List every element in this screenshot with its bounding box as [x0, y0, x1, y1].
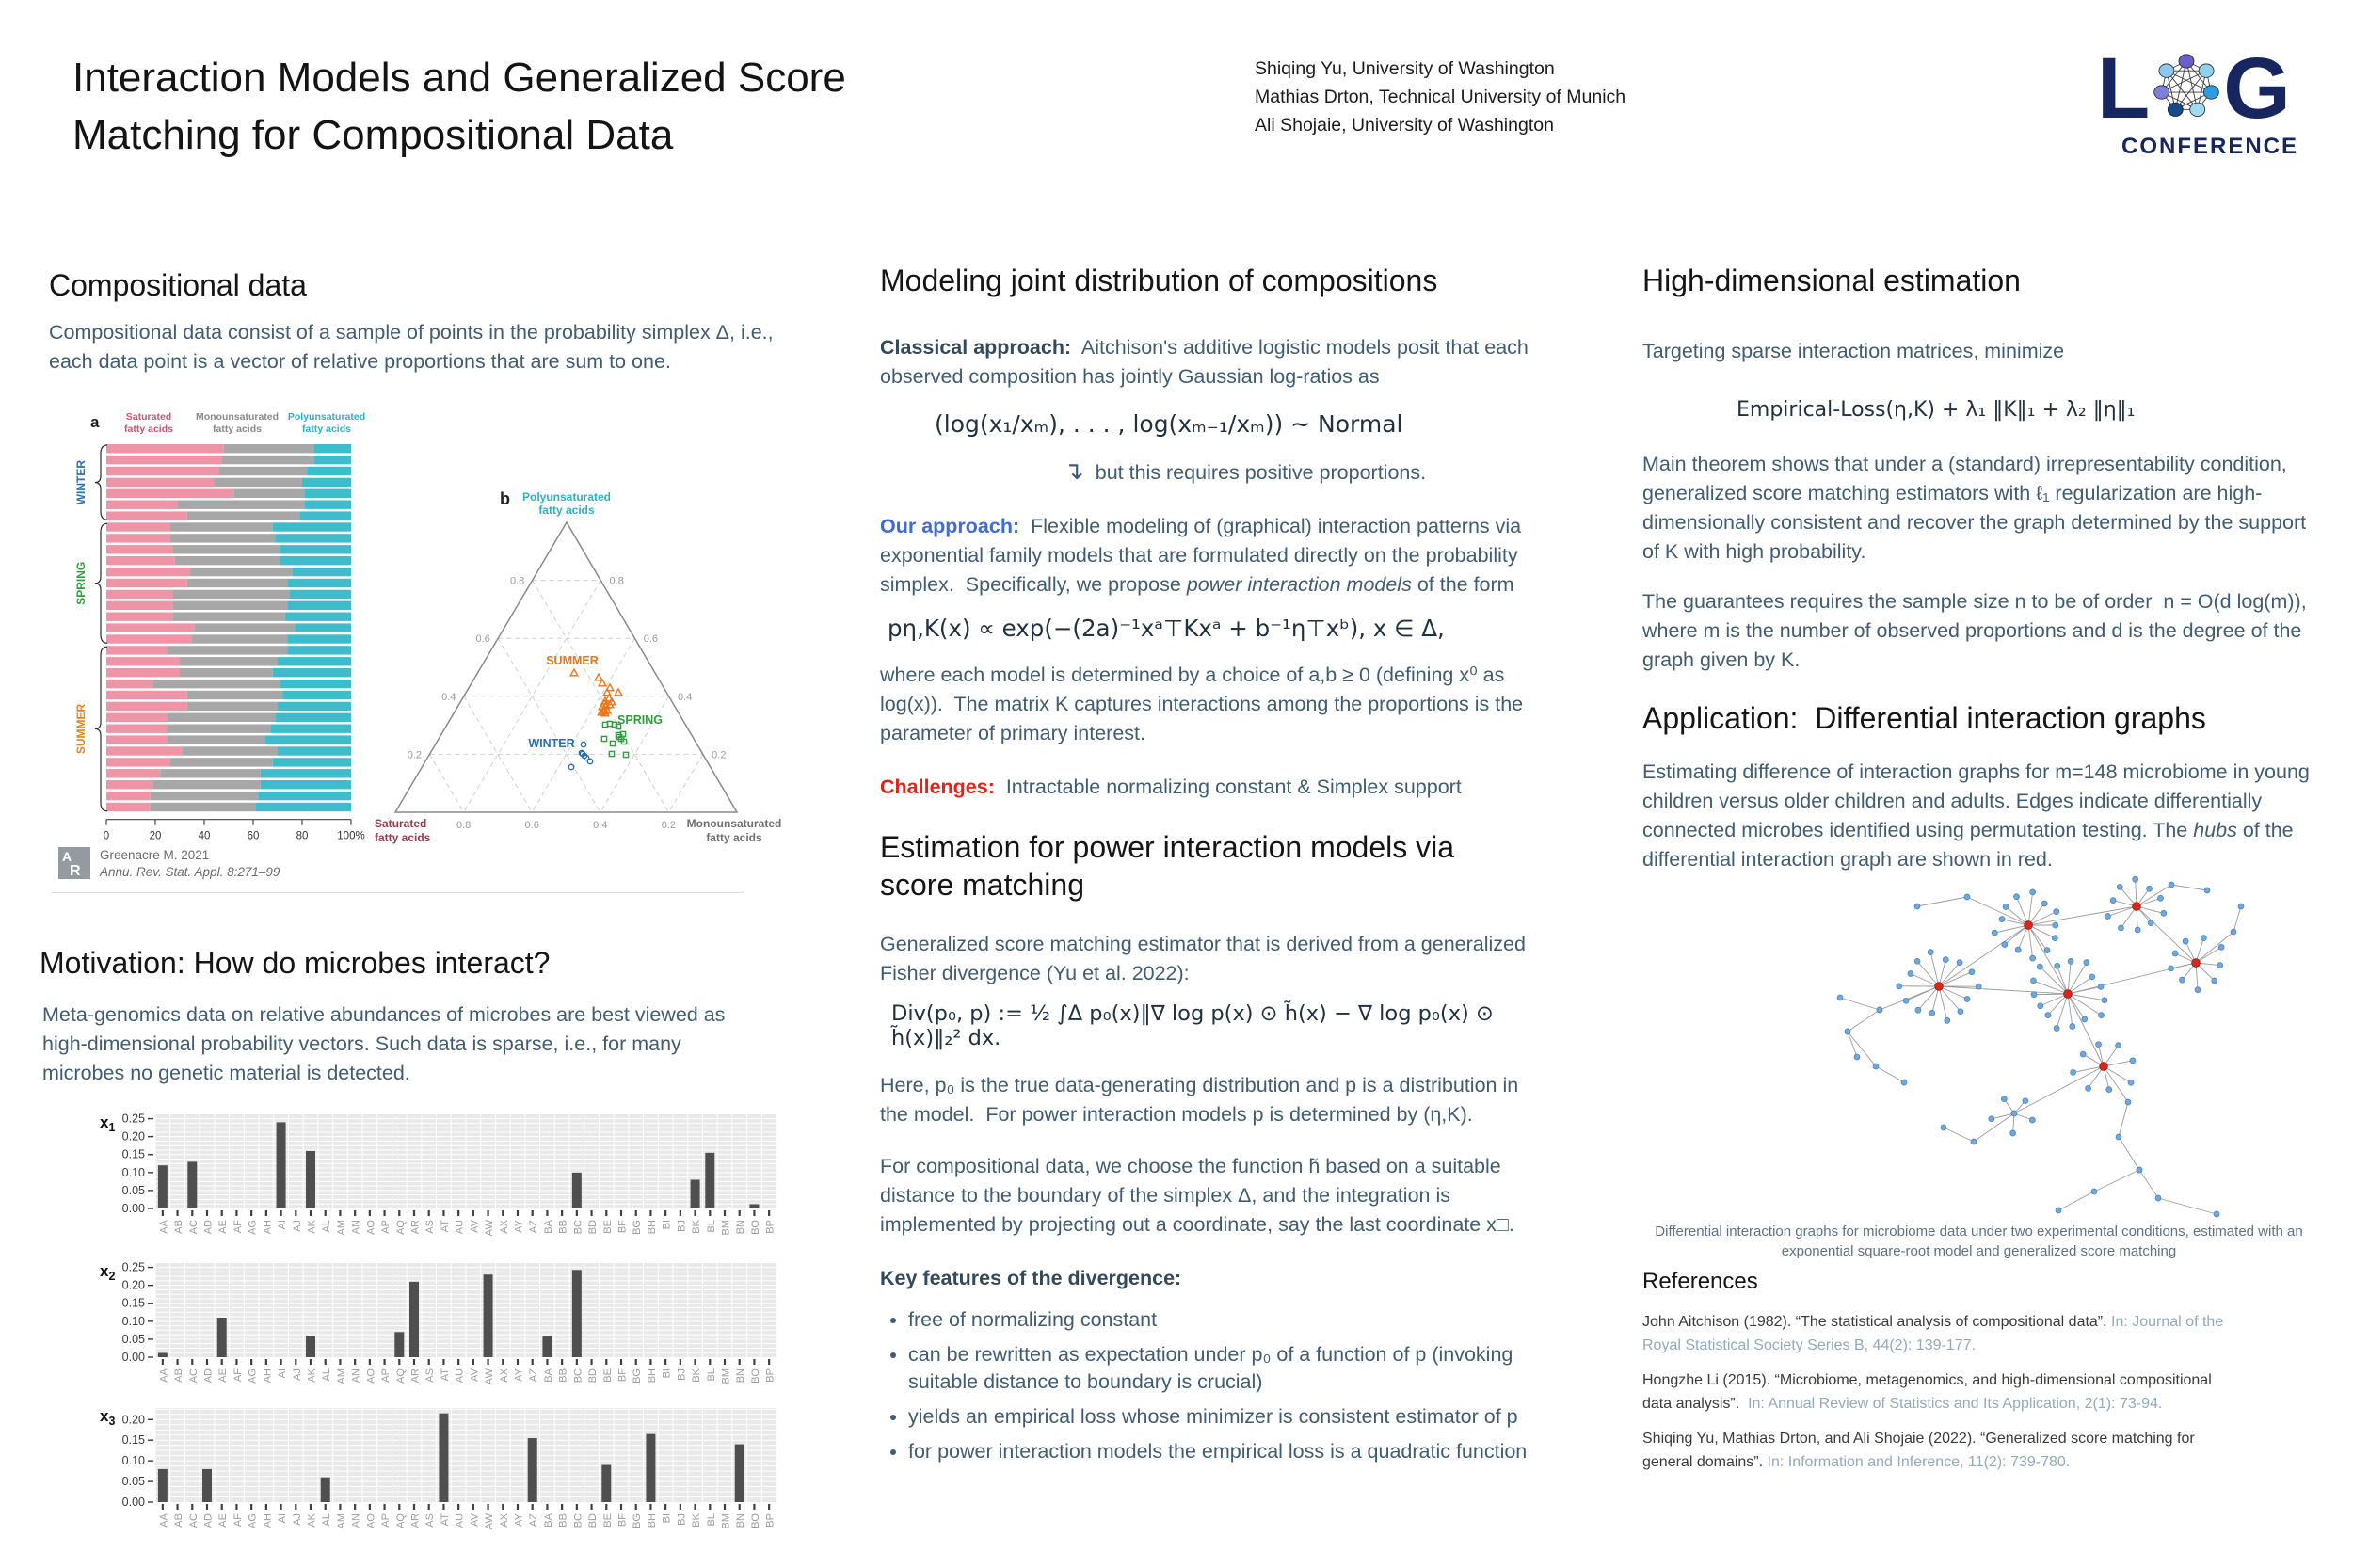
svg-text:AS: AS [424, 1220, 437, 1234]
reference-venue: In: Journal of the Royal Statistical Society Series B, 44(2): 139-177. [1642, 1314, 2228, 1353]
svg-text:0.2: 0.2 [661, 820, 677, 831]
svg-text:AI: AI [277, 1513, 289, 1524]
svg-text:BN: BN [735, 1220, 747, 1235]
svg-text:AG: AG [247, 1220, 259, 1235]
svg-text:fatty acids: fatty acids [706, 831, 762, 844]
svg-text:0.8: 0.8 [609, 575, 624, 587]
svg-text:100%: 100% [337, 830, 365, 842]
svg-text:BN: BN [735, 1513, 747, 1528]
corner-arrow-icon: ↴ [1064, 456, 1084, 485]
author-line: Shiqing Yu, University of Washington [1255, 58, 1555, 79]
svg-text:AR: AR [409, 1220, 422, 1235]
svg-text:AY: AY [513, 1368, 525, 1382]
svg-text:0.20: 0.20 [121, 1129, 145, 1144]
svg-text:BN: BN [735, 1368, 747, 1384]
citation-line1: Greenacre M. 2021 [100, 848, 210, 862]
citation-text [100, 847, 280, 881]
svg-text:BJ: BJ [676, 1368, 688, 1381]
key-feature-item: • free of normalizing constant [908, 1306, 1544, 1334]
svg-text:0.00: 0.00 [121, 1351, 145, 1364]
arrow-note-text [1084, 461, 1096, 484]
svg-text:0.05: 0.05 [121, 1183, 145, 1197]
svg-text:AZ: AZ [528, 1220, 540, 1234]
svg-text:AB: AB [173, 1513, 185, 1528]
classical-approach-label: Classical approach: [880, 336, 1072, 359]
svg-text:AB: AB [173, 1220, 185, 1234]
svg-text:b: b [500, 489, 510, 508]
svg-text:AC: AC [187, 1220, 200, 1235]
svg-text:BD: BD [587, 1368, 600, 1384]
svg-text:BC: BC [572, 1220, 584, 1235]
reference-main: John Aitchison (1982). “The statistical analysis of compositional data”. [1642, 1314, 2107, 1330]
reference-item [1642, 1427, 2226, 1474]
figure-citation [58, 847, 280, 881]
svg-text:BG: BG [632, 1220, 644, 1235]
svg-text:BK: BK [691, 1513, 703, 1528]
section-title-motivation: Motivation: How do microbes interact? [40, 946, 551, 980]
svg-text:a: a [90, 413, 100, 431]
svg-text:BE: BE [601, 1513, 614, 1528]
svg-text:BO: BO [749, 1220, 761, 1235]
svg-text:AW: AW [484, 1368, 496, 1385]
svg-text:BF: BF [616, 1513, 629, 1528]
svg-text:AN: AN [350, 1368, 362, 1384]
svg-text:0.15: 0.15 [121, 1433, 145, 1448]
svg-text:AQ: AQ [394, 1220, 407, 1235]
svg-text:SPRING: SPRING [74, 561, 88, 605]
estimator-body2: For compositional data, we choose the function h̃ based on a suitable distance to the boundary of the simplex Δ, and the integration is implemented by projecting out a coordinate, say the last coordinate x□. [880, 1155, 1514, 1236]
svg-text:AU: AU [454, 1220, 466, 1235]
svg-text:BI: BI [661, 1513, 673, 1524]
svg-text:BO: BO [749, 1368, 761, 1384]
svg-text:fatty acids: fatty acids [213, 424, 262, 435]
svg-text:BP: BP [764, 1220, 776, 1234]
svg-text:AR: AR [409, 1368, 422, 1384]
our-approach-text1: Flexible modeling of (graphical) interaction patterns via exponential family models that are formulated directly on the probability simplex. Specifically, we propose [880, 515, 1528, 596]
svg-text:0.2: 0.2 [407, 749, 423, 761]
svg-text:BL: BL [705, 1513, 717, 1527]
svg-text:Polyunsaturated: Polyunsaturated [287, 411, 366, 423]
section-title-modeling: Modeling joint distribution of compositions [880, 264, 1438, 297]
svg-text:fatty acids: fatty acids [124, 424, 173, 435]
poster-title [72, 49, 846, 164]
logo-row [2097, 40, 2323, 136]
svg-text:AK: AK [306, 1513, 318, 1528]
svg-text:AA: AA [158, 1368, 170, 1383]
svg-text:AB: AB [173, 1368, 185, 1383]
svg-text:AI: AI [277, 1220, 289, 1230]
svg-text:AA: AA [158, 1220, 170, 1234]
svg-text:AQ: AQ [394, 1368, 407, 1384]
svg-text:AL: AL [321, 1220, 333, 1233]
author-list [1255, 55, 1625, 139]
svg-text:0.4: 0.4 [593, 820, 608, 831]
abundance-chart-x1 [66, 1109, 781, 1256]
microbe-x2-svg [66, 1257, 781, 1400]
highdim-body2: Main theorem shows that under a (standard) irrepresentability condition, generalized score matching estimators with ℓ₁ regularization are high-dimensionally consistent and recover the graph determined by the support of K with high probability. [1642, 453, 2313, 563]
ternary-svg [367, 488, 847, 864]
svg-text:AT: AT [439, 1220, 451, 1233]
key-features-label: Key features of the divergence: [880, 1267, 1182, 1289]
svg-text:AN: AN [350, 1513, 362, 1528]
svg-text:0.8: 0.8 [509, 575, 525, 587]
svg-text:BL: BL [705, 1368, 717, 1382]
svg-text:AJ: AJ [291, 1368, 303, 1381]
challenges-label: Challenges: [880, 776, 995, 798]
svg-text:WINTER: WINTER [74, 459, 88, 505]
svg-text:AS: AS [424, 1513, 437, 1528]
svg-text:AP: AP [380, 1220, 392, 1234]
ternary-plot-figure [367, 488, 847, 869]
svg-text:BE: BE [601, 1368, 614, 1383]
divergence-formula: Div(p₀, p) := ½ ∫Δ p₀(x)‖∇ log p(x) ⊙ h̃(x) − ∇ log p₀(x) ⊙ h̃(x)‖₂² dx. [891, 1001, 1494, 1050]
svg-text:AV: AV [469, 1368, 481, 1382]
svg-text:AN: AN [350, 1220, 362, 1235]
svg-text:AY: AY [513, 1513, 525, 1527]
svg-text:AO: AO [365, 1513, 377, 1528]
svg-text:20: 20 [149, 830, 162, 842]
highdim-body1: Targeting sparse interaction matrices, minimize [1642, 340, 2065, 362]
svg-text:BA: BA [542, 1368, 554, 1383]
svg-text:AP: AP [380, 1513, 392, 1528]
svg-text:AT: AT [439, 1513, 451, 1527]
svg-text:BK: BK [691, 1220, 703, 1234]
right-column [1642, 262, 2315, 874]
svg-text:AD: AD [202, 1513, 215, 1528]
svg-text:BM: BM [720, 1368, 732, 1384]
abundance-chart-x3 [66, 1402, 781, 1550]
log-graph-icon [2150, 49, 2223, 128]
key-feature-item: • can be rewritten as expectation under p₀ of a function of p (invoking suitable distance to boundary is crucial) [908, 1341, 1544, 1396]
author-line: Mathias Drton, Technical University of Munich [1255, 87, 1626, 107]
abundance-chart-x2 [66, 1257, 781, 1405]
svg-text:0.10: 0.10 [121, 1314, 145, 1328]
svg-text:BK: BK [691, 1368, 703, 1383]
citation-line2: Annu. Rev. Stat. Appl. 8:271–99 [100, 865, 280, 879]
svg-text:BC: BC [572, 1368, 584, 1384]
author-line: Ali Shojaie, University of Washington [1255, 115, 1554, 136]
svg-text:60: 60 [247, 830, 260, 842]
svg-text:BP: BP [764, 1513, 776, 1528]
svg-text:BH: BH [646, 1513, 658, 1528]
svg-text:AF: AF [232, 1220, 244, 1234]
section-title-estimation: Estimation for power interaction models via score matching [880, 830, 1463, 902]
svg-text:AK: AK [306, 1220, 318, 1234]
our-approach-italic: power interaction models [1186, 573, 1412, 596]
svg-text:BJ: BJ [676, 1220, 688, 1232]
svg-text:x2: $x_2$ [100, 1262, 116, 1283]
svg-text:SUMMER: SUMMER [74, 703, 88, 755]
svg-text:fatty acids: fatty acids [302, 424, 351, 435]
svg-text:0.15: 0.15 [121, 1296, 145, 1310]
svg-text:AH: AH [262, 1220, 274, 1235]
estimator-body1: Here, p₀ is the true data-generating distribution and p is a distribution in the model. For power interaction models p is determined by (η,K). [880, 1074, 1525, 1126]
svg-text:BB: BB [557, 1513, 569, 1528]
section-title-application: Application: Differential interaction graphs [1642, 701, 2206, 735]
svg-text:AU: AU [454, 1368, 466, 1384]
challenges-text: Intractable normalizing constant & Simplex support [994, 776, 1462, 798]
svg-text:AX: AX [498, 1368, 510, 1383]
svg-text:0.20: 0.20 [121, 1278, 145, 1292]
svg-text:BP: BP [764, 1368, 776, 1383]
references-title: References [1642, 1269, 1758, 1294]
svg-text:0.00: 0.00 [121, 1202, 145, 1215]
application-text2: of the differential interaction graph are shown in red. [1642, 819, 2299, 871]
svg-text:AZ: AZ [528, 1513, 540, 1528]
power-interaction-formula: pη,K(x) ∝ exp(−(2a)⁻¹xᵃ⊤Kxᵃ + b⁻¹η⊤xᵇ), x ∈ Δ, [888, 615, 1445, 642]
fatty-chart-svg [56, 407, 376, 851]
svg-text:BC: BC [572, 1513, 584, 1528]
our-approach-label: Our approach: [880, 515, 1020, 537]
logratio-formula: (log(x₁/xₘ), . . . , log(xₘ₋₁/xₘ)) ∼ Normal [935, 410, 1403, 438]
application-text1: Estimating difference of interaction graphs for m=148 microbiome in young children versus older children and adults. Edges indicate differentially connected microbes identified using permutation testing. The [1642, 760, 2315, 841]
svg-text:AL: AL [321, 1368, 333, 1382]
poster-title-line1: Interaction Models and Generalized Score [72, 55, 846, 101]
svg-text:Saturated: Saturated [375, 817, 427, 830]
differential-interaction-graph-figure [1812, 873, 2282, 1224]
key-features-list [880, 1306, 1544, 1465]
svg-text:BF: BF [616, 1368, 629, 1383]
svg-text:BI: BI [661, 1220, 673, 1230]
svg-text:AQ: AQ [394, 1513, 407, 1528]
svg-text:AI: AI [277, 1368, 289, 1379]
svg-text:AC: AC [187, 1368, 200, 1384]
svg-text:0.6: 0.6 [524, 820, 539, 831]
svg-text:WINTER: WINTER [528, 737, 575, 750]
svg-text:AK: AK [306, 1368, 318, 1383]
svg-text:40: 40 [198, 830, 211, 842]
svg-text:R: R [70, 863, 81, 879]
reference-main: Shiqing Yu, Mathias Drton, and Ali Shojaie (2022). “Generalized score matching for general domains”. [1642, 1431, 2200, 1470]
application-italic: hubs [2193, 819, 2237, 841]
svg-text:AR: AR [409, 1513, 422, 1528]
poster-title-line2: Matching for Compositional Data [72, 112, 674, 158]
svg-text:AF: AF [232, 1513, 244, 1528]
svg-text:SPRING: SPRING [617, 713, 663, 727]
svg-text:AX: AX [498, 1513, 510, 1528]
microbe-x3-svg [66, 1402, 781, 1545]
logo-letter-l: L [2097, 40, 2151, 136]
svg-text:0.00: 0.00 [121, 1496, 145, 1509]
svg-text:AW: AW [484, 1513, 496, 1530]
svg-text:AD: AD [202, 1220, 215, 1235]
svg-text:BG: BG [632, 1513, 644, 1528]
svg-text:A: A [62, 849, 72, 864]
svg-text:fatty acids: fatty acids [375, 831, 431, 844]
svg-text:AD: AD [202, 1368, 215, 1384]
svg-text:AU: AU [454, 1513, 466, 1528]
svg-text:0.6: 0.6 [475, 633, 490, 646]
svg-text:0.25: 0.25 [121, 1112, 145, 1126]
estimator-intro: Generalized score matching estimator that is derived from a generalized Fisher divergence (Yu et al. 2022): [880, 933, 1531, 984]
svg-text:fatty acids: fatty acids [538, 504, 595, 517]
svg-text:BA: BA [542, 1220, 554, 1234]
svg-text:AE: AE [217, 1220, 230, 1234]
svg-text:AL: AL [321, 1513, 333, 1527]
svg-text:AA: AA [158, 1513, 170, 1528]
key-feature-item: • yields an empirical loss whose minimizer is consistent estimator of p [908, 1403, 1544, 1431]
svg-text:AS: AS [424, 1368, 437, 1383]
svg-text:0.10: 0.10 [121, 1165, 145, 1179]
svg-text:AO: AO [365, 1220, 377, 1235]
svg-text:BJ: BJ [676, 1513, 688, 1526]
svg-text:AM: AM [335, 1368, 347, 1384]
svg-text:80: 80 [296, 830, 309, 842]
svg-text:AM: AM [335, 1513, 347, 1529]
svg-text:AG: AG [247, 1513, 259, 1528]
svg-text:AJ: AJ [291, 1220, 303, 1232]
log-conference-logo [2097, 40, 2323, 160]
svg-text:BA: BA [542, 1513, 554, 1528]
svg-text:BD: BD [587, 1220, 600, 1235]
challenges-paragraph [880, 773, 1544, 802]
svg-text:Polyunsaturated: Polyunsaturated [521, 490, 612, 504]
svg-text:BM: BM [720, 1220, 732, 1236]
svg-text:BF: BF [616, 1220, 629, 1234]
svg-text:BD: BD [587, 1513, 600, 1528]
svg-text:AE: AE [217, 1513, 230, 1528]
svg-text:BH: BH [646, 1220, 658, 1235]
svg-text:AG: AG [247, 1368, 259, 1384]
network-caption: Differential interaction graphs for microbiome data under two experimental conditions, estimated with an exponential square-root model and generalized score matching [1655, 1224, 2303, 1259]
penalized-loss-formula: Empirical-Loss(η,K) + λ₁ ‖K‖₁ + λ₂ ‖η‖₁ [1737, 398, 2136, 422]
svg-text:AY: AY [513, 1220, 525, 1233]
svg-text:AX: AX [498, 1220, 510, 1234]
svg-text:AT: AT [439, 1368, 451, 1382]
svg-text:AF: AF [232, 1368, 244, 1383]
microbe-x1-svg [66, 1109, 781, 1252]
svg-text:x3: $x_3$ [100, 1407, 116, 1428]
svg-text:AM: AM [335, 1220, 347, 1236]
svg-text:0.10: 0.10 [121, 1454, 145, 1468]
svg-text:AW: AW [484, 1220, 496, 1237]
svg-text:BI: BI [661, 1368, 673, 1379]
arrow-note-body: but this requires positive proportions. [1095, 461, 1427, 484]
middle-column [880, 262, 1544, 1473]
svg-text:BG: BG [632, 1368, 644, 1384]
classical-approach-paragraph [880, 333, 1544, 392]
annual-reviews-logo [58, 847, 90, 879]
svg-text:AH: AH [262, 1513, 274, 1528]
svg-text:AV: AV [469, 1220, 481, 1233]
svg-text:0.20: 0.20 [121, 1413, 145, 1427]
svg-text:BB: BB [557, 1368, 569, 1383]
logo-subtitle: CONFERENCE [2121, 134, 2298, 159]
model-explanation: where each model is determined by a choice of a,b ≥ 0 (defining x⁰ as log(x)). The matrix K captures interactions among the proportions is the parameter of primary interest. [880, 664, 1529, 744]
svg-text:Saturated: Saturated [125, 411, 172, 423]
svg-text:AZ: AZ [528, 1368, 540, 1383]
reference-venue: In: Information and Inference, 11(2): 739-780. [1763, 1454, 2071, 1470]
svg-text:0: 0 [103, 830, 110, 842]
figure-divider [52, 892, 744, 893]
arrow-note [1064, 456, 1544, 488]
svg-text:AO: AO [365, 1368, 377, 1384]
classical-approach-text: Aitchison's additive logistic models posit that each observed composition has jointly Gaussian log-ratios as [880, 336, 1534, 388]
logo-letter-g: G [2223, 40, 2291, 136]
reference-main: Hongzhe Li (2015). “Microbiome, metagenomics, and high-dimensional compositional data analysis”. [1642, 1372, 2217, 1412]
svg-text:0.2: 0.2 [712, 749, 727, 761]
svg-text:0.05: 0.05 [121, 1332, 145, 1346]
fatty-acid-stacked-bar-figure [56, 407, 376, 856]
svg-text:BM: BM [720, 1513, 732, 1529]
svg-text:0.8: 0.8 [456, 820, 472, 831]
svg-text:AP: AP [380, 1368, 392, 1383]
svg-text:AJ: AJ [291, 1513, 303, 1526]
svg-text:0.25: 0.25 [121, 1260, 145, 1274]
svg-text:Monounsaturated: Monounsaturated [195, 411, 280, 423]
svg-text:0.4: 0.4 [677, 691, 693, 703]
highdim-body3: The guarantees requires the sample size n to be of order n = O(d log(m)), where m is the number of observed proportions and d is the degree of the graph given by K. [1642, 590, 2313, 671]
svg-text:AV: AV [469, 1513, 481, 1527]
svg-text:BE: BE [601, 1220, 614, 1234]
key-feature-item: • for power interaction models the empirical loss is a quadratic function [908, 1438, 1544, 1465]
compositional-data-body: Compositional data consist of a sample of points in the probability simplex Δ, i.e., each data point is a vector of relative proportions that are sum to one. [49, 321, 779, 373]
references-list [1642, 1310, 2226, 1485]
reference-item [1642, 1310, 2226, 1357]
motivation-body: Meta-genomics data on relative abundances of microbes are best viewed as high-dimensional probability vectors. Such data is sparse, i.e., for many microbes no genetic material is detected. [42, 1003, 731, 1084]
svg-text:AE: AE [217, 1368, 230, 1383]
svg-text:SUMMER: SUMMER [546, 654, 599, 667]
reference-item [1642, 1368, 2226, 1416]
svg-text:0.6: 0.6 [643, 633, 659, 646]
svg-text:BB: BB [557, 1220, 569, 1234]
svg-text:x1: $x_1$ [100, 1113, 116, 1134]
application-body [1642, 758, 2315, 874]
section-title-highdim: High-dimensional estimation [1642, 264, 2021, 297]
our-approach-paragraph [880, 512, 1544, 600]
section-title-compositional-data: Compositional data [49, 268, 307, 302]
svg-text:Monounsaturated: Monounsaturated [686, 817, 782, 830]
svg-text:0.05: 0.05 [121, 1475, 145, 1489]
svg-text:AH: AH [262, 1368, 274, 1384]
our-approach-text2: of the form [1411, 573, 1514, 596]
svg-text:BO: BO [749, 1513, 761, 1528]
svg-text:BL: BL [705, 1220, 717, 1233]
svg-text:0.15: 0.15 [121, 1147, 145, 1161]
svg-text:AC: AC [187, 1513, 200, 1528]
reference-venue: In: Annual Review of Statistics and Its Application, 2(1): 73-94. [1739, 1396, 2163, 1412]
svg-text:BH: BH [646, 1368, 658, 1384]
svg-text:0.4: 0.4 [441, 691, 456, 703]
network-svg [1812, 873, 2282, 1220]
